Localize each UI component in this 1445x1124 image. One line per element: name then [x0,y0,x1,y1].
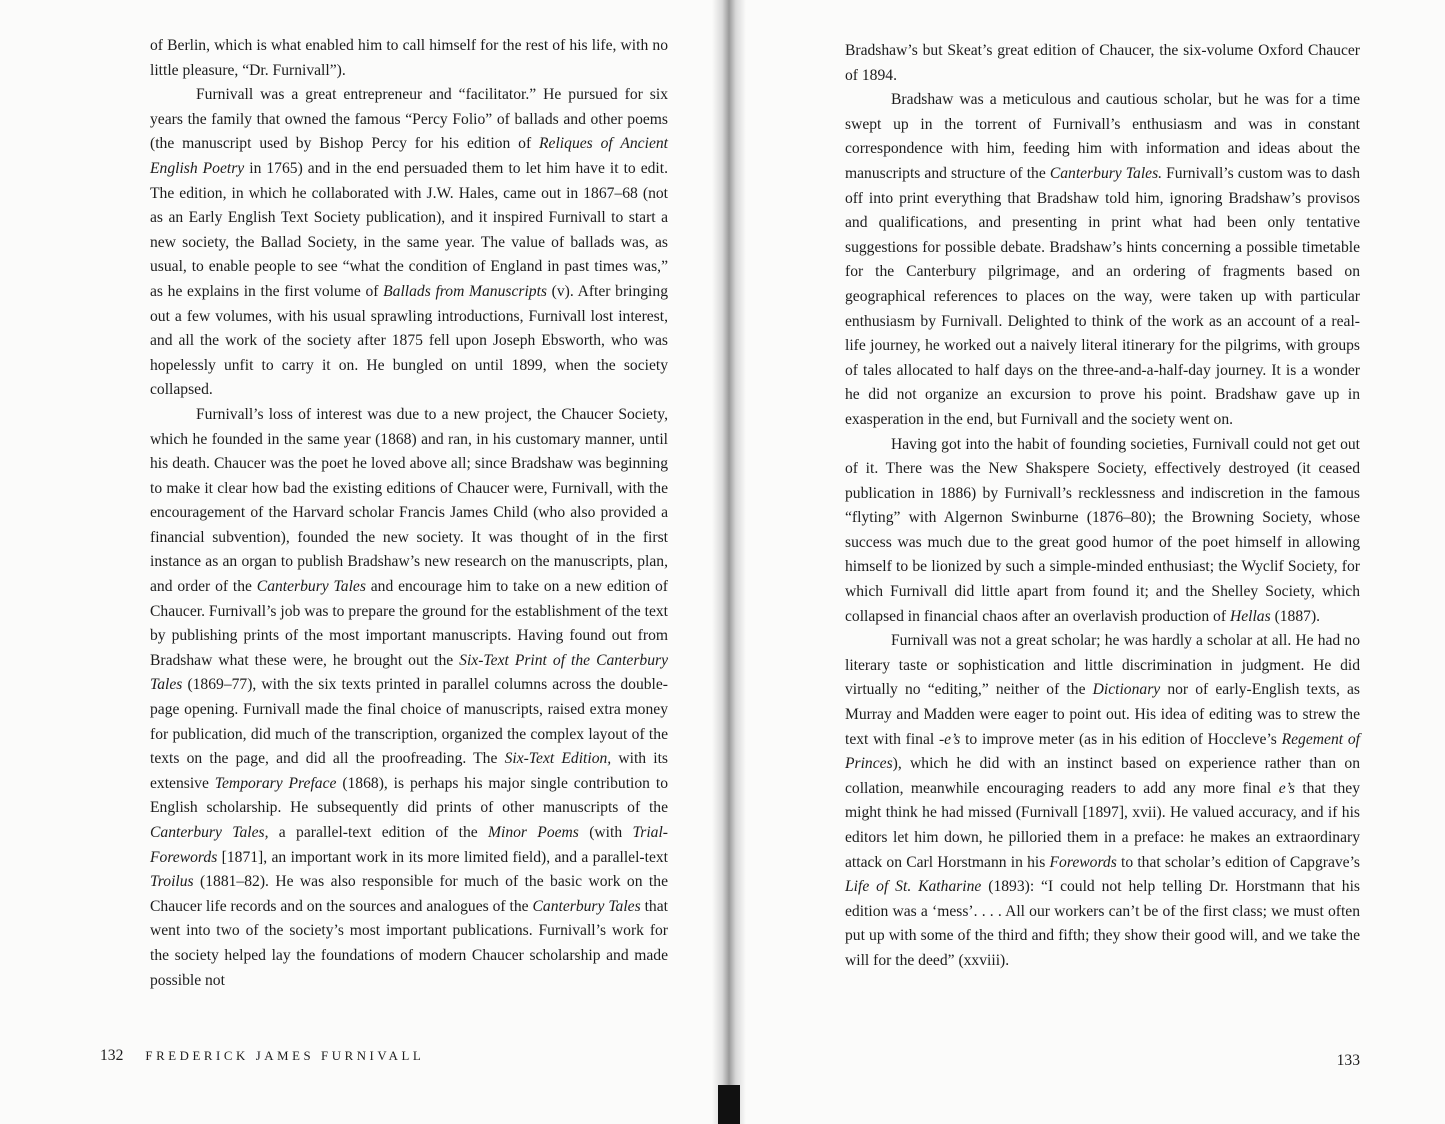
text-run: (v). After bringing out a few volumes, with his usual sprawling introductions, Furnivall lost interest, and all the work of the society after 1875 fell upon Joseph Ebsworth, who was hopelessly unfit to carry it on. He bungled on until 1899, when the society collapsed. [150,282,668,399]
italic-text: Regement of Princes [845,730,1360,773]
italic-text: Forewords [1049,853,1117,871]
book-gutter [712,0,746,1124]
italic-text: Temporary Preface [214,774,337,792]
text-run: (1869–77), with the six texts printed in parallel columns across the double-page opening. Furnivall made the final choice of manuscripts, raised extra money for publication, did much of the transcription, organized the complex layout of the texts on the page, and did all the proofreading. The [150,676,668,768]
text-run: Bradshaw’s but Skeat’s great edition of Chaucer, the six-volume Oxford Chaucer of 1894. [845,42,1360,84]
paragraph [150,403,668,993]
right-page-number: 133 [1336,1052,1360,1069]
italic-text: Reliques of Ancient English Poetry [150,135,668,177]
text-run: in 1765) and in the end persuaded them to let him have it to edit. The edition, in which he collaborated with J.W. Hales, came out in 1867–68 (not as an Early English Text Society publication), and it inspired Furnivall to start a new society, the Ballad Society, in the same year. The value of ballads was, as usual, to enable people to see “what the condition of England in past times was,” as he explains in the first volume of [150,159,668,300]
text-run: Bradshaw was a meticulous and cautious scholar, but he was for a time swept up in the torrent of Furnivall’s enthusiasm and was in constant correspondence with him, feeding him with information and ideas about the manuscripts and structure of the [845,91,1360,182]
left-page-footer [100,1046,424,1066]
italic-text: e’s [1278,779,1295,797]
text-run: that went into two of the society’s most important publications. Furnivall’s work for the society helped lay the foundations of modern Chaucer scholarship and made possible not [150,897,668,989]
text-run: to improve meter (as in his edition of Hoccleve’s [960,730,1282,748]
gutter-shadow [718,1085,740,1124]
text-run: (1887). [1270,607,1321,625]
left-page-number: 132 [100,1047,124,1064]
italic-text: Life of St. Katharine [845,878,982,896]
text-run: with its extensive [150,750,668,792]
paragraph [845,433,1360,630]
italic-text: -e’s [938,730,961,748]
right-page-body [845,39,1360,974]
text-run: nor of early-English texts, as Murray and Madden were eager to point out. His idea of editing was to strew the text with final [845,681,1360,748]
paragraph [150,83,668,403]
italic-text: Ballads from Manuscripts [383,282,547,300]
italic-text: Trial-Forewords [150,824,668,866]
text-run: that they might think he had missed (Furnivall [1897], xvii). He valued accuracy, and if his editors let him down, he pilloried them in a preface: he makes an extraordinary attack on Carl Horstmann in his [845,779,1361,871]
paragraph [150,34,668,83]
italic-text: Troilus [150,873,194,891]
paragraph [845,88,1360,432]
left-page-body [150,34,668,993]
text-run: of Berlin, which is what enabled him to call himself for the rest of his life, with no little pleasure, “Dr. Furnivall”). [150,37,668,79]
running-head: FREDERICK JAMES FURNIVALL [145,1049,425,1063]
text-run: Having got into the habit of founding societies, Furnivall could not get out of it. There was the New Shakspere Society, effectively destroyed (it ceased publication in 1886) by Furnivall’s recklessness and indiscretion in the famous “flyting” with Algernon Swinburne (1876–80); the Browning Society, whose success was much due to the great good humor of the poet himself in allowing himself to be lionized by such a simple-minded enthusiast; the Wyclif Society, for which Furnivall did little apart from found it; and the Shelley Society, which collapsed in financial chaos after an overlavish production of [845,435,1360,625]
text-run: Furnivall was not a great scholar; he was hardly a scholar at all. He had no literary taste or sophistication and little discrimination in judgment. He did virtually no “editing,” neither of the [845,632,1360,699]
text-run: a parallel-text edition of the [268,824,488,841]
italic-text: Canterbury Tales [532,897,641,915]
text-run: (1893): “I could not help telling Dr. Horstmann that his edition was a ‘mess’. . . . All our workers can’t be of the first class; we must often put up with some of the third and fifth; they show their good will, and we take the will for the deed” (xxviii). [845,878,1360,969]
italic-text: Canterbury Tales, [150,824,269,841]
italic-text: Minor Poems [488,824,579,841]
text-run: (1881–82). He was also responsible for much of the basic work on the Chaucer life records and on the sources and analogues of the [150,873,668,915]
text-run: (1868), is perhaps his major single contribution to English scholarship. He subsequently did prints of other manuscripts of the [150,774,668,817]
italic-text: Six-Text Print of the Canterbury Tales [150,651,668,694]
text-run: (with [578,824,633,841]
text-run: and encourage him to take on a new edition of Chaucer. Furnivall’s job was to prepare the ground for the establishment of the text by publishing prints of the most important manuscripts. Having found out from Bradshaw what these were, he brought out the [150,578,668,669]
paragraph [845,629,1360,973]
italic-text: Canterbury Tales [256,578,366,596]
text-run: [1871], an important work in its more limited field), and a parallel-text [217,848,668,866]
italic-text: Canterbury Tales. [1049,164,1163,182]
italic-text: Hellas [1229,607,1271,625]
text-run: to that scholar’s edition of Capgrave’s [1116,853,1360,871]
italic-text: Dictionary [1092,681,1161,699]
text-run: Furnivall’s custom was to dash off into print everything that Bradshaw told him, ignoring Bradshaw’s provisos and qualifications, and presenting in print what had been only tentative suggestions for possible debate. Bradshaw’s hints concerning a possible timetable for the Canterbury pilgrimage, and an ordering of fragments based on geographical references to places on the way, were taken up with particular enthusiasm by Furnivall. Delighted to think of the work as an account of a real-life journey, he worked out a naively literal itinerary for the pilgrims, with groups of tales allocated to half days on the three-and-a-half-day journey. It is a wonder he did not organize an excursion to prove his point. Bradshaw gave up in exasperation in the end, but Furnivall and the society went on. [845,164,1360,428]
text-run: Furnivall was a great entrepreneur and “facilitator.” He pursued for six years the family that owned the famous “Percy Folio” of ballads and other poems (the manuscript used by Bishop Percy for his edition of [150,86,668,153]
text-run: Furnivall’s loss of interest was due to a new project, the Chaucer Society, which he founded in the same year (1868) and ran, in his customary manner, until his death. Chaucer was the poet he loved above all; since Bradshaw was beginning to make it clear how bad the existing editions of Chaucer were, Furnivall, with the encouragement of the Harvard scholar Francis James Child (who also provided a financial subvention), founded the new society. It was thought of in the first instance as an organ to publish Bradshaw’s new research on the manuscripts, plan, and order of the [150,405,668,596]
text-run: ), which he did with an instinct based on experience rather than on collation, meanwhile encouraging readers to add any more final [845,755,1360,797]
paragraph [845,39,1360,88]
italic-text: Six-Text Edition, [504,750,612,768]
